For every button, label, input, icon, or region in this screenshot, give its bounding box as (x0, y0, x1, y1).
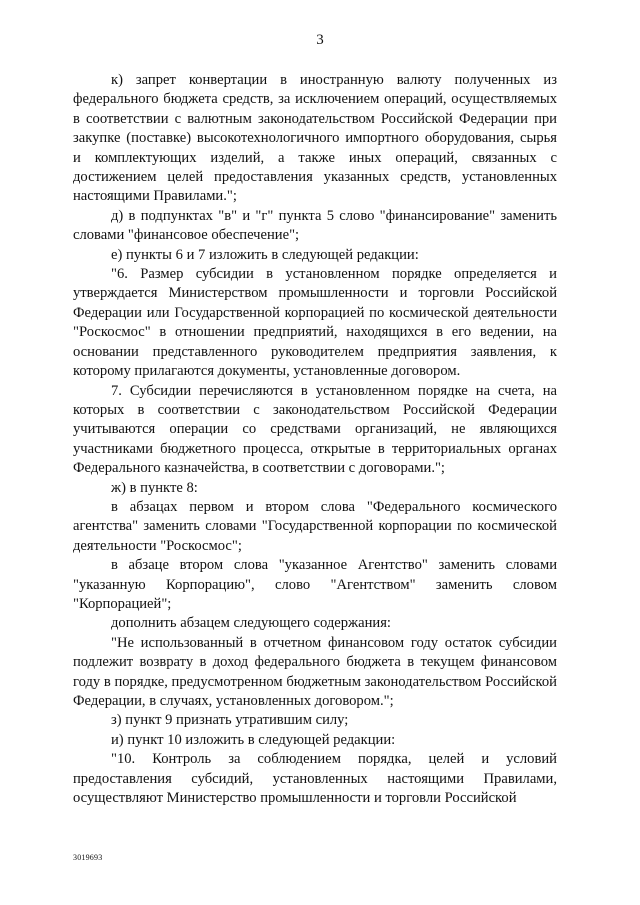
page-number: 3 (316, 32, 324, 48)
paragraph-zh: ж) в пункте 8: (111, 479, 198, 496)
paragraph-point-7: 7. Субсидии перечисляются в установленном порядке на счета, на которых в соответствии с законодательством Российской Федерации учитываются операции со средствами организаций, не являющихся участниками бюджетного процесса, открытые в территориальных органах Федерального казначейства, в соответствии с договорами."; (73, 382, 557, 477)
paragraph-k: к) запрет конвертации в иностранную валюту полученных из федерального бюджета средств, за исключением операций, осуществляемых в соответствии с валютным законодательством Российской Федерации при закупке (поставке) высокотехнологичного импортного оборудования, сырья и комплектующих изделий, а также иных операций, связанных с достижением целей предоставления указанных средств, установленных настоящими Правилами."; (73, 72, 557, 205)
paragraph-z: з) пункт 9 признать утратившим силу; (111, 712, 349, 729)
paragraph-point-6: "6. Размер субсидии в установленном порядке определяется и утверждается Министерством промышленности и торговли Российской Федерации или Государственной корпорацией по космической деятельности "Роскосмос" в отношении предприятий, находящихся в его ведении, на основании представленного руководителем предприятия заявления, к которому прилагаются документы, установленные договором. (73, 266, 557, 380)
paragraph-e: е) пункты 6 и 7 изложить в следующей редакции: (111, 246, 419, 263)
paragraph-zh-2: в абзаце втором слова "указанное Агентство" заменить словами "указанную Корпорацию", слово "Агентством" заменить словом "Корпорацией"; (73, 557, 557, 612)
paragraph-i: и) пункт 10 изложить в следующей редакции: (111, 731, 396, 748)
paragraph-zh-3: дополнить абзацем следующего содержания: (111, 615, 391, 632)
paragraph-point-10: "10. Контроль за соблюдением порядка, целей и условий предоставления субсидий, установленных настоящими Правилами, осуществляют Министерство промышленности и торговли Российской (73, 751, 557, 807)
document-body (73, 71, 557, 808)
paragraph-zh-1: в абзацах первом и втором слова "Федерального космического агентства" заменить словами "Государственной корпорации по космической деятельности "Роскосмос"; (73, 498, 557, 554)
paragraph-zh-quote: "Не использованный в отчетном финансовом году остаток субсидии подлежит возврату в доход федерального бюджета в текущем финансовом году в порядке, предусмотренном бюджетным законодательством Российской Федерации, в случаях, установленных договором."; (73, 634, 557, 709)
paragraph-d: д) в подпунктах "в" и "г" пункта 5 слово "финансирование" заменить словами "финансовое обеспечение"; (73, 207, 557, 244)
document-code: 3019693 (73, 853, 103, 862)
